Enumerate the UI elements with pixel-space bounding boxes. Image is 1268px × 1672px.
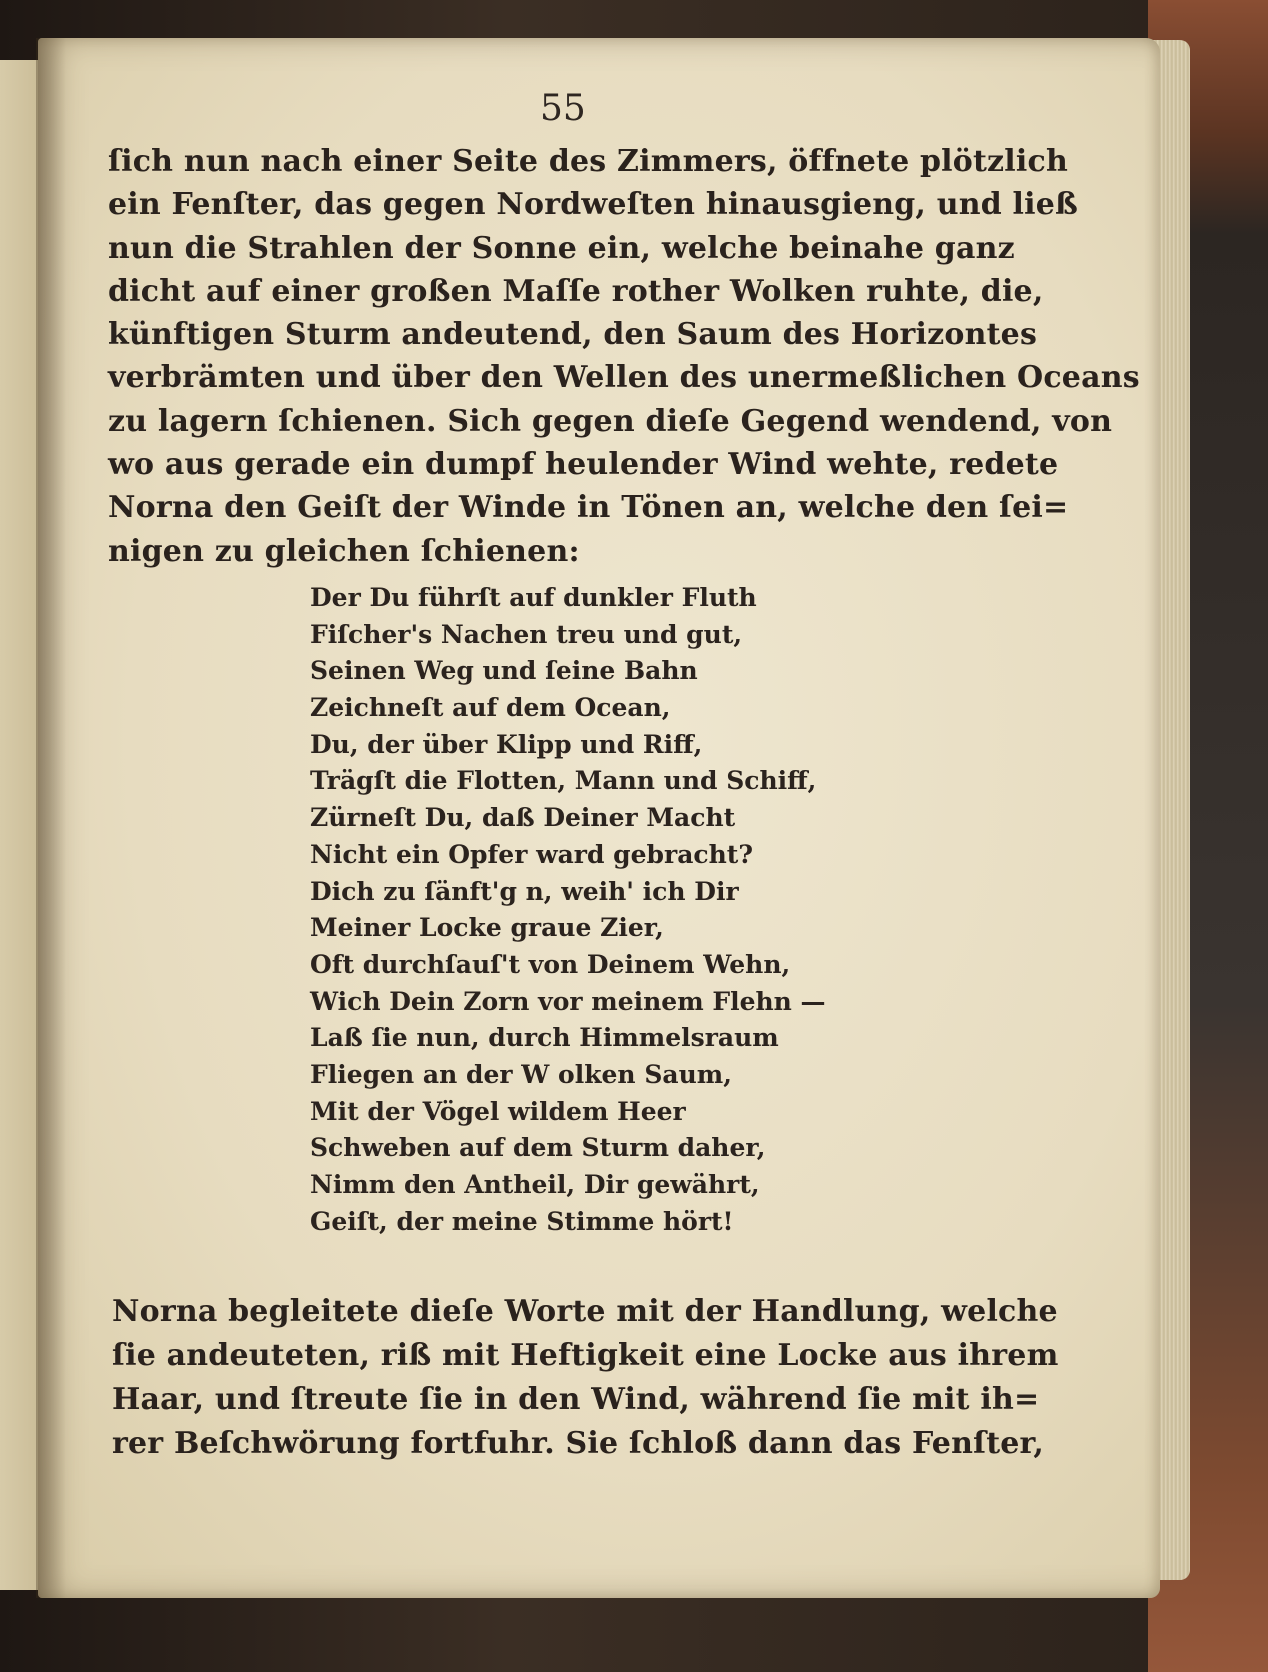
prose-top [108, 140, 1140, 573]
text-line: verbrämten und über den Wellen des unermeßlichen Oceans [108, 360, 1140, 396]
text-line: künftigen Sturm andeutend, den Saum des Horizontes [108, 317, 1038, 353]
poem-line: Laß ſie nun, durch Himmelsraum [310, 1023, 779, 1053]
poem-line: Schweben auf dem Sturm daher, [310, 1133, 766, 1163]
text-line: rer Beſchwörung fortfuhr. Sie ſchloß dann das Fenſter, [112, 1426, 1045, 1461]
text-line: Norna den Geiſt der Winde in Tönen an, welche den ſei= [108, 490, 1069, 526]
poem [310, 580, 826, 1240]
poem-line: Dich zu ſänft'g n, weih' ich Dir [310, 876, 739, 906]
text-line: ein Fenſter, das gegen Nordweſten hinausgieng, und ließ [108, 187, 1079, 223]
prose-bottom [112, 1290, 1072, 1466]
poem-line: Meiner Locke graue Zier, [310, 913, 664, 943]
poem-line: Mit der Vögel wildem Heer [310, 1096, 686, 1126]
poem-line: Zürneſt Du, daß Deiner Macht [310, 803, 736, 833]
poem-line: Fiſcher's Nachen treu und gut, [310, 619, 743, 649]
poem-line: Seinen Weg und ſeine Bahn [310, 656, 698, 686]
text-line: dicht auf einer großen Maſſe rother Wolken ruhte, die, [108, 273, 1044, 309]
poem-line: Zeichneſt auf dem Ocean, [310, 693, 671, 723]
poem-line: Wich Dein Zorn vor meinem Flehn — [310, 986, 826, 1016]
left-page-edge [0, 60, 40, 1590]
text-line: zu lagern ſchienen. Sich gegen dieſe Gegend wendend, von [108, 403, 1113, 439]
gutter-shadow [36, 38, 66, 1598]
poem-line: Nicht ein Opfer ward gebracht? [310, 839, 753, 869]
poem-line: Geiſt, der meine Stimme hört! [310, 1206, 734, 1236]
page-number: 55 [540, 88, 586, 129]
text-line: nun die Strahlen der Sonne ein, welche beinahe ganz [108, 230, 1015, 266]
poem-line: Fliegen an der W olken Saum, [310, 1059, 732, 1089]
poem-line: Trägſt die Flotten, Mann und Schiff, [310, 766, 817, 796]
poem-line: Du, der über Klipp und Riff, [310, 729, 703, 759]
text-line: wo aus gerade ein dumpf heulender Wind wehte, redete [108, 447, 1059, 483]
poem-line: Oft durchſauſ't von Deinem Wehn, [310, 949, 791, 979]
text-line: Norna begleitete dieſe Worte mit der Handlung, welche [112, 1294, 1058, 1329]
text-line: Haar, und ſtreute ſie in den Wind, während ſie mit ih= [112, 1382, 1040, 1417]
text-line: ſie andeuteten, riß mit Heftigkeit eine Locke aus ihrem [112, 1338, 1059, 1373]
text-line: ſich nun nach einer Seite des Zimmers, öffnete plötzlich [108, 144, 1068, 179]
poem-line: Der Du führſt auf dunkler Fluth [310, 583, 757, 612]
poem-line: Nimm den Antheil, Dir gewährt, [310, 1170, 760, 1199]
text-line: nigen zu gleichen ſchienen: [108, 533, 580, 569]
